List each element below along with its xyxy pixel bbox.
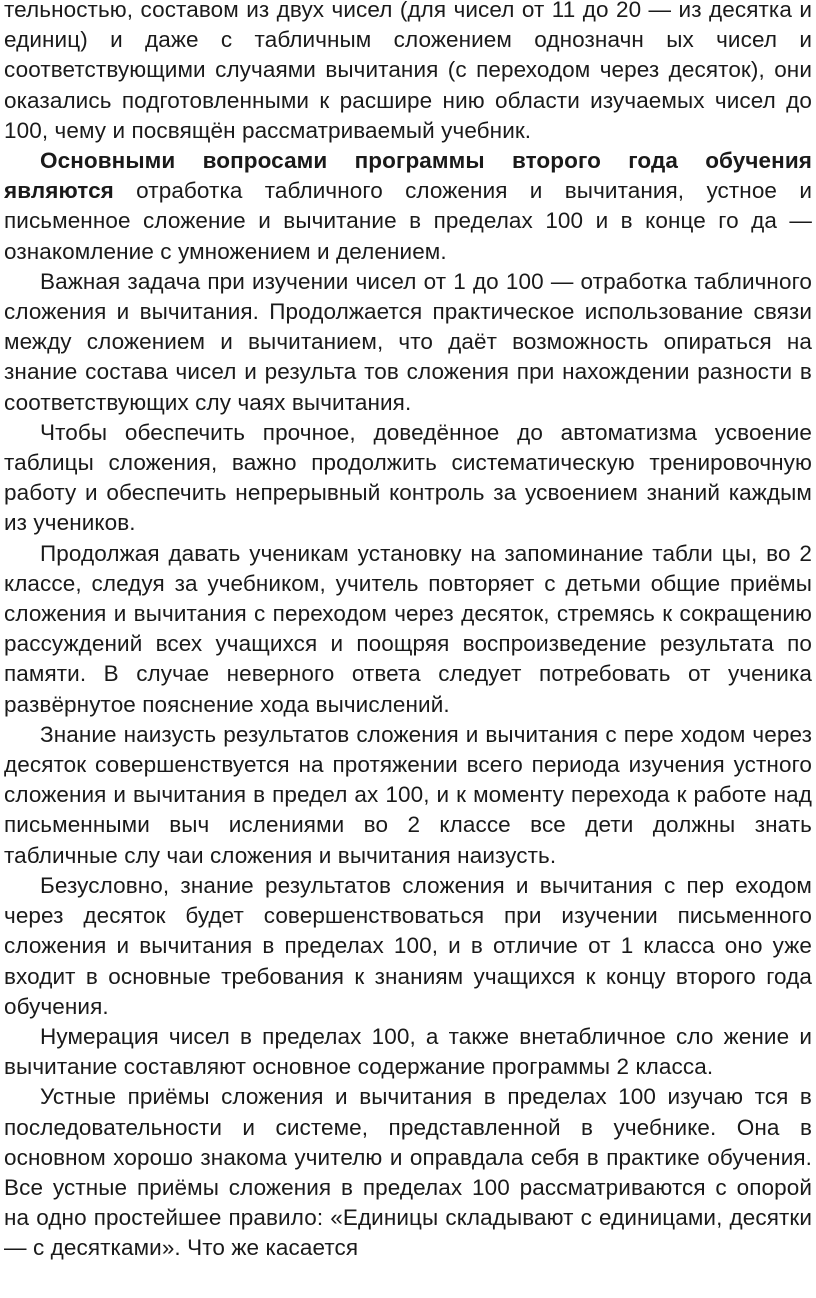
paragraph-text: Знание наизусть результатов сложения и вычитания с пере ходом через десяток совершенствуется на протяжении всего периода изучения устного сложения и вычитания в предел ах 100, и к моменту перехода к работе над письменными выч ислениями во 2 классе все дети должны знать табличные слу чаи сложения и вычитания наизусть. bbox=[4, 721, 812, 868]
paragraph-text: Безусловно, знание результатов сложения и вычитания с пер еходом через десяток будет совершенствоваться при изучении письменного сложения и вычитания в пределах 100, и в отличие от 1 класса оно уже входит в основные требования к знаниям учащихся к концу второго года обучения. bbox=[4, 872, 812, 1019]
paragraph-main-questions bbox=[4, 146, 812, 267]
paragraph-text: Нумерация чисел в пределах 100, а также внетабличное сло жение и вычитание составляют основное содержание программы 2 класса. bbox=[4, 1023, 812, 1080]
paragraph-by-heart bbox=[4, 720, 812, 871]
paragraph-oral-methods bbox=[4, 1082, 812, 1263]
paragraph-intro-continuation bbox=[4, 0, 812, 146]
paragraph-bold-lead: Основными вопросами программы второго года обучения являются bbox=[4, 148, 812, 204]
paragraph-text: тельностью, составом из двух чисел (для чисел от 11 до 20 — из десятка и единиц) и даже с табличным сложением однозначн ых чисел и соответствующими случаями вычитания (с переходом через десяток), они оказались подготовленными к расшире нию области изучаемых чисел до 100, чему и посвящён рассматриваемый учебник. bbox=[4, 0, 812, 143]
paragraph-text: Важная задача при изучении чисел от 1 до 100 — отработка табличного сложения и вычитания. Продолжается практическое использование связи между сложением и вычитанием, что даёт возможность опираться на знание состава чисел и результа тов сложения при нахождении разности в соответствующих слу чаях вычитания. bbox=[4, 268, 812, 415]
paragraph-text: отработка табличного сложения и вычитания, устное и письменное сложение и вычитание в пределах 100 и в конце го да — ознакомление с умножением и делением. bbox=[4, 178, 812, 264]
paragraph-text: Устные приёмы сложения и вычитания в пределах 100 изучаю тся в последовательности и системе, представленной в учебнике. Она в основном хорошо знакома учителю и оправдала себя в практике обучения. Все устные приёмы сложения в пределах 100 рассматриваются с опорой на одно простейшее правило: «Единицы складывают с единицами, десятки — с десятками». Что же касается bbox=[4, 1084, 812, 1261]
paragraph-automatism bbox=[4, 418, 812, 539]
paragraph-numeration bbox=[4, 1022, 812, 1082]
paragraph-written-addition bbox=[4, 871, 812, 1022]
paragraph-memorization bbox=[4, 539, 812, 720]
paragraph-important-task bbox=[4, 267, 812, 418]
paragraph-text: Чтобы обеспечить прочное, доведённое до автоматизма усвоение таблицы сложения, важно продолжить систематическую тренировочную работу и обеспечить непрерывный контроль за усвоением знаний каждым из учеников. bbox=[4, 419, 812, 536]
paragraph-text: Продолжая давать ученикам установку на запоминание табли цы, во 2 классе, следуя за учебником, учитель повторяет с детьми общие приёмы сложения и вычитания с переходом через десяток, стремясь к сокращению рассуждений всех учащихся и поощряя воспроизведение результата по памяти. В случае неверного ответа следует потребовать от ученика развёрнутое пояснение хода вычислений. bbox=[4, 540, 812, 717]
